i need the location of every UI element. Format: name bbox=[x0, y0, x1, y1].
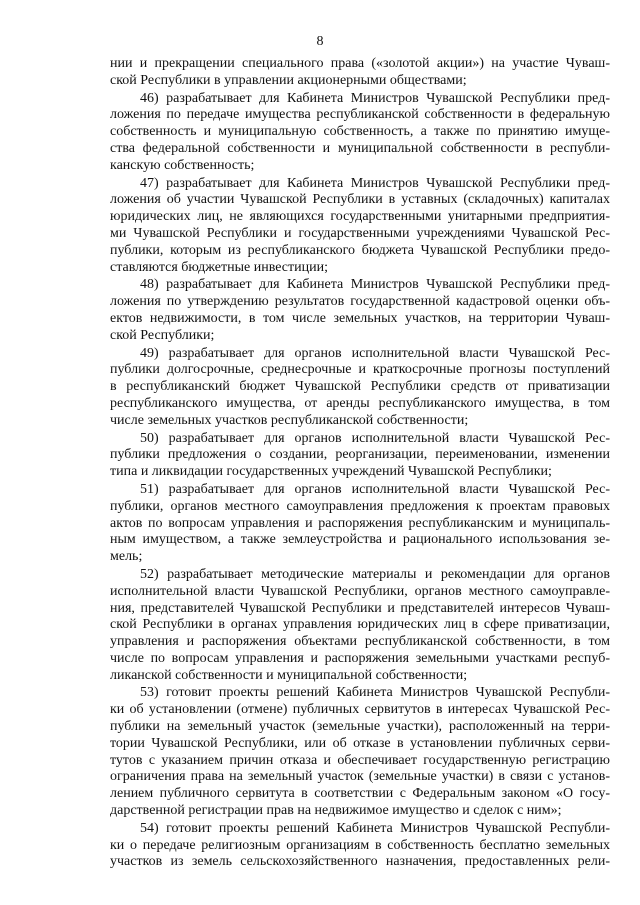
text-line: публики, которым из республиканского бюджета Чувашской Республики предо- bbox=[110, 242, 610, 258]
text-line: 48) разрабатывает для Кабинета Министров Чувашской Республики пред- bbox=[140, 277, 610, 293]
paragraph-p46 bbox=[110, 91, 610, 175]
paragraph-p49 bbox=[110, 346, 610, 430]
text-line: юридических лиц, не являющихся государственными унитарными предприятия- bbox=[110, 209, 610, 225]
text-line: типа и ликвидации государственных учреждений Чувашской Республики; bbox=[110, 464, 552, 480]
text-line: публики предложения о создании, реорганизации, переименовании, изменении bbox=[110, 447, 610, 463]
text-line: тории Чувашской Республики, или об отказе в установлении публичных серви- bbox=[110, 735, 610, 751]
text-line: ным имуществом, а также землеустройства и рационального использования зе- bbox=[110, 532, 610, 548]
text-line: 49) разрабатывает для органов исполнительной власти Чувашской Рес- bbox=[140, 345, 610, 361]
text-line: ства федеральной собственности и муниципальной собственности в республи- bbox=[110, 140, 610, 156]
text-line: 52) разрабатывает методические материалы и рекомендации для органов bbox=[140, 566, 610, 582]
page-number: 8 bbox=[316, 34, 324, 49]
paragraph-p53 bbox=[110, 685, 610, 819]
text-line: ки об установлении (отмене) публичных сервитутов в интересах Чувашской Рес- bbox=[110, 702, 610, 718]
text-line: ложения об участии Чувашской Республики в уставных (складочных) капиталах bbox=[110, 192, 610, 208]
paragraph-p51 bbox=[110, 482, 610, 566]
text-line: числе по вопросам управления и распоряжения земельными участками респуб- bbox=[110, 650, 610, 666]
text-line: ской Республики в органах управления юридических лиц в сфере приватизации, bbox=[110, 617, 610, 633]
text-line: ектов недвижимости, в том числе земельных участков, на территории Чуваш- bbox=[110, 310, 610, 326]
paragraph-p47 bbox=[110, 176, 610, 277]
text-line: дарственной регистрации прав на недвижимое имущество и сделок с ним»; bbox=[110, 803, 562, 819]
text-line: ской Республики в управлении акционерными обществами; bbox=[110, 72, 467, 88]
text-line: республиканского имущества, от аренды республиканского имущества, в том bbox=[110, 395, 610, 411]
text-line: актов по вопросам управления и распоряжения республиканским и муниципаль- bbox=[110, 515, 610, 531]
text-line: тутов с указанием причин отказа и обеспечивает государственную регистрацию bbox=[110, 752, 610, 768]
text-line: ложения по утверждению результатов государственной кадастровой оценки объ- bbox=[110, 294, 610, 310]
text-line: 46) разрабатывает для Кабинета Министров Чувашской Республики пред- bbox=[140, 90, 610, 106]
text-line: ской Республики; bbox=[110, 327, 215, 343]
text-line: канскую собственность; bbox=[110, 157, 255, 173]
text-line: 53) готовит проекты решений Кабинета Министров Чувашской Республи- bbox=[140, 685, 610, 701]
text-line: ликанской собственности и муниципальной собственности; bbox=[110, 667, 468, 683]
text-line: ния, представителей Чувашской Республики и представителей интересов Чуваш- bbox=[110, 600, 610, 616]
text-line: лением публичного сервитута в соответствии с Федеральным законом «О госу- bbox=[110, 786, 610, 802]
text-line: ми Чувашской Республики и государственными учреждениями Чувашской Рес- bbox=[110, 225, 610, 241]
paragraph-cont bbox=[110, 56, 610, 90]
text-line: 54) готовит проекты решений Кабинета Министров Чувашской Республи- bbox=[140, 820, 610, 836]
document-body bbox=[110, 56, 610, 871]
text-line: ложения по передаче имущества республиканской собственности в федеральную bbox=[110, 107, 610, 123]
text-line: участков из земель сельскохозяйственного назначения, предоставленных рели- bbox=[110, 854, 610, 870]
paragraph-p48 bbox=[110, 277, 610, 344]
text-line: 51) разрабатывает для органов исполнительной власти Чувашской Рес- bbox=[140, 481, 610, 497]
paragraph-p50 bbox=[110, 431, 610, 481]
text-line: публики на земельный участок (земельные участки), расположенный на терри- bbox=[110, 719, 610, 735]
text-line: в республиканский бюджет Чувашской Республики средств от приватизации bbox=[110, 379, 610, 395]
text-line: публики, органов местного самоуправления предложения к проектам правовых bbox=[110, 498, 610, 514]
text-line: числе земельных участков республиканской собственности; bbox=[110, 412, 469, 428]
text-line: управления и распоряжения объектами республиканской собственности, в том bbox=[110, 634, 610, 650]
text-line: нии и прекращении специального права («золотой акции») на участие Чуваш- bbox=[110, 56, 610, 71]
text-line: публики долгосрочные, среднесрочные и краткосрочные прогнозы поступлений bbox=[110, 362, 610, 378]
text-line: мель; bbox=[110, 549, 143, 565]
text-line: 50) разрабатывает для органов исполнительной власти Чувашской Рес- bbox=[140, 430, 610, 446]
paragraph-p54 bbox=[110, 821, 610, 871]
paragraph-p52 bbox=[110, 567, 610, 685]
text-line: ограничения права на земельный участок (земельные участки) в связи с установ- bbox=[110, 769, 610, 785]
text-line: ки о передаче религиозным организациям в собственность бесплатно земельных bbox=[110, 837, 610, 853]
text-line: собственность и муниципальную собственность, а также по принятию имуще- bbox=[110, 124, 610, 140]
text-line: 47) разрабатывает для Кабинета Министров Чувашской Республики пред- bbox=[140, 175, 610, 191]
text-line: исполнительной власти Чувашской Республики, органов местного самоуправле- bbox=[110, 583, 610, 599]
text-line: ставляются бюджетные инвестиции; bbox=[110, 259, 328, 275]
